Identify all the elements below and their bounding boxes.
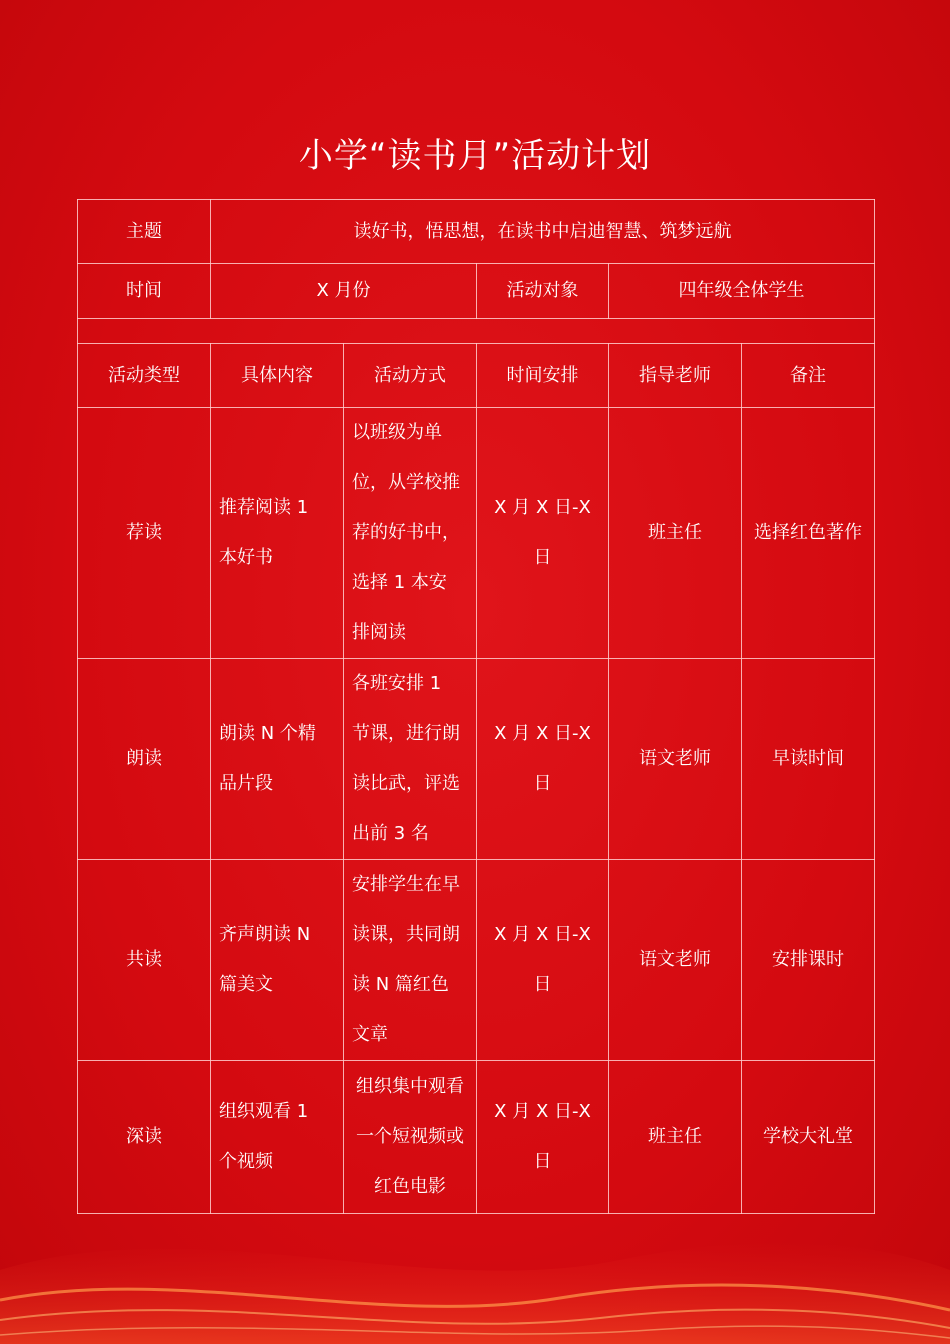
text-line: X 月 X 日-X <box>494 1101 591 1122</box>
text-line: X 月 X 日-X <box>494 497 591 518</box>
activity-method <box>344 659 477 860</box>
activity-time <box>477 659 609 860</box>
text-line: 个视频 <box>219 1151 273 1172</box>
text-line: 本好书 <box>219 547 273 568</box>
activity-method <box>344 860 477 1061</box>
activity-time <box>477 860 609 1061</box>
activity-type: 朗读 <box>78 659 211 860</box>
header-cell: 活动方式 <box>344 344 477 408</box>
activity-time <box>477 1061 609 1214</box>
activity-content <box>211 860 344 1061</box>
target-label: 活动对象 <box>477 264 609 319</box>
header-row <box>78 344 875 408</box>
table-row <box>78 1061 875 1214</box>
header-cell: 具体内容 <box>211 344 344 408</box>
text-line: 齐声朗读 N <box>219 924 311 945</box>
activity-content <box>211 659 344 860</box>
text-line: 读比武，评选 <box>352 773 460 794</box>
text-line: 节课，进行朗 <box>352 723 460 744</box>
activity-note: 早读时间 <box>742 659 875 860</box>
text-line: 一个短视频或 <box>356 1126 464 1147</box>
table-row <box>78 860 875 1061</box>
page-title: 小学“读书月”活动计划 <box>298 136 652 176</box>
table-row <box>78 408 875 659</box>
text-line: 推荐阅读 1 <box>219 497 309 518</box>
activity-note: 安排课时 <box>742 860 875 1061</box>
text-line: 位，从学校推 <box>352 472 460 493</box>
theme-row <box>78 200 875 264</box>
activity-method <box>344 1061 477 1214</box>
text-line: X 月 X 日-X <box>494 723 591 744</box>
text-line: 出前 3 名 <box>352 823 429 844</box>
activity-note: 选择红色著作 <box>742 408 875 659</box>
text-line: 组织集中观看 <box>356 1076 464 1097</box>
text-line: 红色电影 <box>374 1176 446 1197</box>
activity-teacher: 班主任 <box>609 1061 742 1214</box>
activity-time <box>477 408 609 659</box>
text-line: 荐的好书中， <box>352 522 460 543</box>
text-line: 排阅读 <box>352 622 406 643</box>
activity-teacher: 语文老师 <box>609 659 742 860</box>
text-line: 日 <box>533 974 552 995</box>
activity-type: 荐读 <box>78 408 211 659</box>
header-cell: 备注 <box>742 344 875 408</box>
theme-label: 主题 <box>78 200 211 264</box>
text-line: 各班安排 1 <box>352 673 442 694</box>
header-cell: 时间安排 <box>477 344 609 408</box>
text-line: 篇美文 <box>219 974 273 995</box>
spacer-row <box>78 319 875 344</box>
table-row <box>78 659 875 860</box>
activity-note: 学校大礼堂 <box>742 1061 875 1214</box>
text-line: 日 <box>533 1151 552 1172</box>
time-row <box>78 264 875 319</box>
activity-teacher: 语文老师 <box>609 860 742 1061</box>
text-line: 朗读 N 个精 <box>219 723 316 744</box>
text-line: 日 <box>533 547 552 568</box>
text-line: 品片段 <box>219 773 273 794</box>
text-line: 安排学生在早 <box>352 874 460 895</box>
text-line: 日 <box>533 773 552 794</box>
text-line: 选择 1 本安 <box>352 572 447 593</box>
activity-plan-table <box>77 199 875 1214</box>
target-value: 四年级全体学生 <box>609 264 875 319</box>
time-label: 时间 <box>78 264 211 319</box>
activity-type: 深读 <box>78 1061 211 1214</box>
theme-value: 读好书，悟思想，在读书中启迪智慧、筑梦远航 <box>211 200 875 264</box>
text-line: 文章 <box>352 1024 388 1045</box>
activity-method <box>344 408 477 659</box>
text-line: X 月 X 日-X <box>494 924 591 945</box>
spacer-cell <box>78 319 875 344</box>
time-value: X 月份 <box>211 264 477 319</box>
text-line: 读课，共同朗 <box>352 924 460 945</box>
text-line: 以班级为单 <box>352 422 442 443</box>
text-line: 组织观看 1 <box>219 1101 309 1122</box>
activity-content <box>211 1061 344 1214</box>
activity-type: 共读 <box>78 860 211 1061</box>
activity-teacher: 班主任 <box>609 408 742 659</box>
header-cell: 活动类型 <box>78 344 211 408</box>
header-cell: 指导老师 <box>609 344 742 408</box>
activity-content <box>211 408 344 659</box>
text-line: 读 N 篇红色 <box>352 974 449 995</box>
